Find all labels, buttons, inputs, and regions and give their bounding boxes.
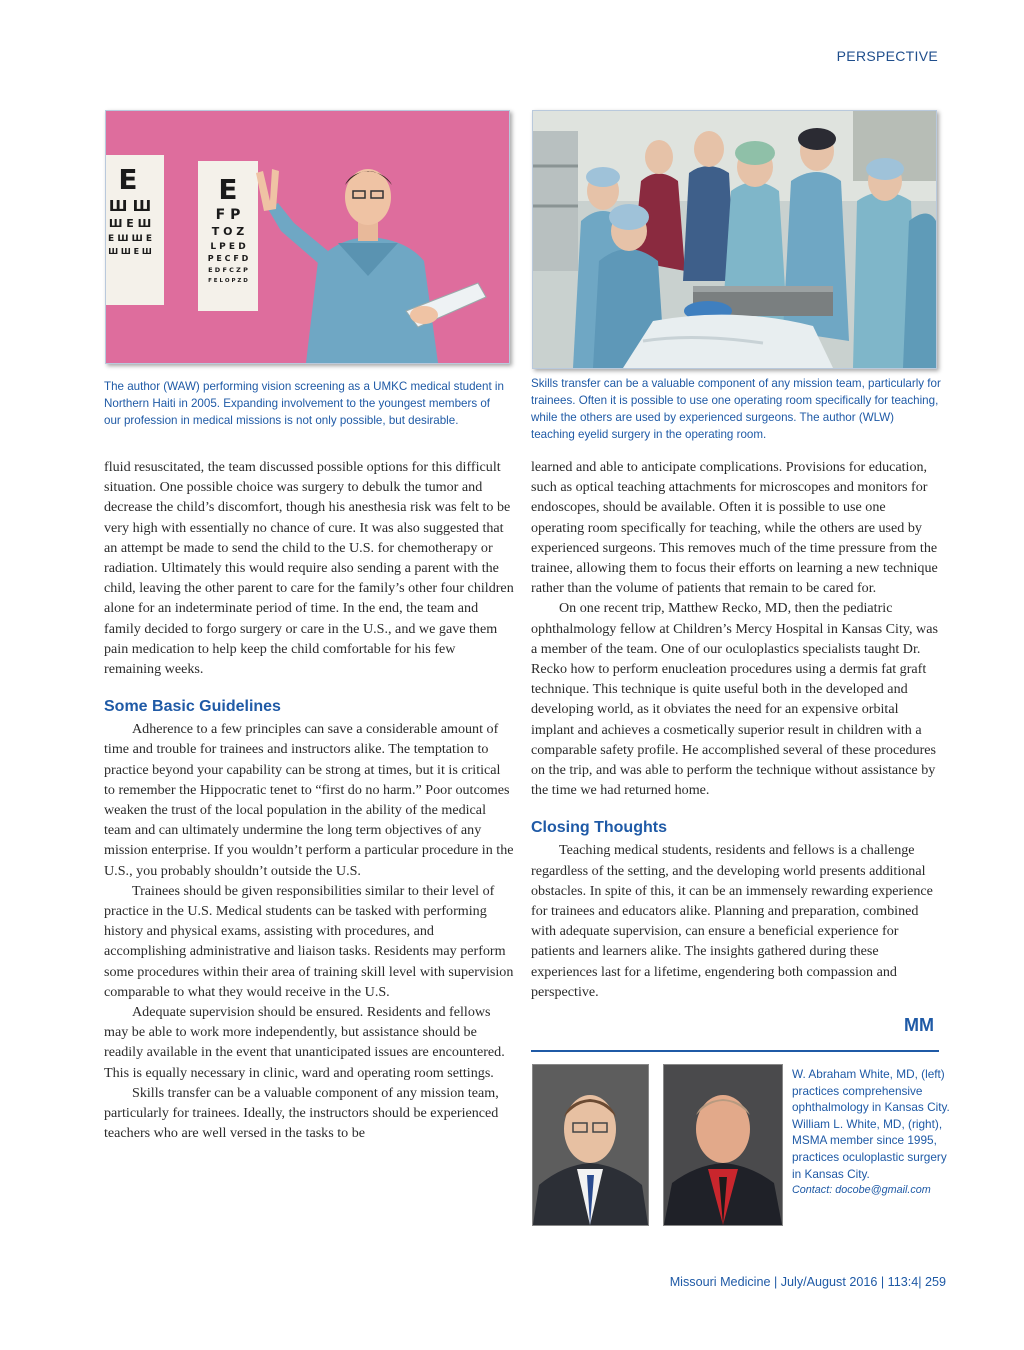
end-mark: MM	[904, 1015, 934, 1035]
chart-right-row-3: T O Z	[211, 225, 245, 238]
left-paragraph-3: Trainees should be given responsibilities similar to their level of practice in the U.S. Medical students can be tasked with performing history and physical exams, assisting with procedures, and accomplishing administrative and liaison tasks. Residents may perform some procedures within their area of training skill level with supervision comparable to what they would receive in the U.S.	[104, 882, 514, 1000]
left-paragraph-5: Skills transfer can be a valuable component of any mission team, particularly for trainees. Ideally, the instructors should be experienced teachers who are well versed in the tasks to be	[104, 1084, 499, 1142]
chart-left-row-5: Ш Ш E Ш	[108, 247, 152, 256]
right-paragraph-3: Teaching medical students, residents and fellows is a challenge regardless of the setting, and the developing world presents additional obstacles. In spite of this, it can be an immensely rewarding experience for trainees and educators alike. Planning and preparation, combined with adequate supervision, can ensure a beneficial experience for patients and learners alike. The insights gathered during these experiences last for a lifetime, engendering both compassion and perspective.	[531, 842, 933, 1000]
chart-right-row-2: F P	[215, 207, 241, 223]
author-bio	[792, 1066, 952, 1199]
heading-some-basic-guidelines: Some Basic Guidelines	[104, 698, 281, 716]
chart-left-row-4: E Ш Ш E	[108, 234, 152, 244]
left-paragraph-2: Adherence to a few principles can save a considerable amount of time and trouble for trainees and instructors alike. The temptation to practice beyond your capability can be strong at times, but it is critical to remember the Hippocratic tenet to “first do no harm.” Poor outcomes weaken the trust of the local population in the ability of the medical team and can ultimately undermine the long term objectives of any mission enterprise. If you wouldn’t perform a particular procedure in the U.S., you probably shouldn’t outside the U.S.	[104, 721, 514, 879]
heading-closing-thoughts: Closing Thoughts	[531, 819, 667, 837]
chart-left-row-1: E	[118, 163, 138, 196]
left-paragraph-4: Adequate supervision should be ensured. Residents and fellows may be able to work more independently, but assistance should be readily available in the event that unanticipated issues are encountered. This is equally necessary in clinic, ward and operating room settings.	[104, 1004, 505, 1081]
right-paragraph-2: On one recent trip, Matthew Recko, MD, then the pediatric ophthalmology fellow at Children’s Mercy Hospital in Kansas City, was a member of the team. One of our oculoplastics specialists taught Dr. Recko how to perform enucleation procedures using a dermis fat graft technique. This technique is quite useful both in the developed and developing world, as it obviates the need for an expensive orbital implant and achieves a cosmetically superior result in children with a comparable safety profile. He accomplished several of these procedures on the trip, and was able to perform the technique without assistance by the time we had returned home.	[531, 600, 938, 799]
chart-right-row-5: P E C F D	[207, 254, 249, 263]
chart-left-row-3: Ш E Ш	[108, 217, 152, 230]
operating-room-photo	[532, 110, 937, 369]
left-text-column	[104, 457, 514, 1144]
right-paragraph-1: learned and able to anticipate complications. Provisions for education, such as optical teaching attachments for microscopes and monitors for endoscopes, should be available. Often it is possible to use one operating room specifically for teaching, while the others are used by experienced surgeons. This removes much of the time pressure from the trainee, allowing them to focus their efforts on learning a new technique rather than the volume of patients that remain to be cared for.	[531, 459, 938, 597]
vision-screening-photo	[105, 110, 510, 364]
page-footer: Missouri Medicine | July/August 2016 | 113:4| 259	[669, 1275, 946, 1289]
chart-right-row-1: E	[218, 173, 238, 206]
author-contact: Contact: docobe@gmail.com	[792, 1184, 931, 1197]
author-portrait-right	[663, 1064, 783, 1226]
chart-left-row-2: Ш Ш	[108, 197, 152, 215]
left-paragraph-1: fluid resuscitated, the team discussed possible options for this difficult situation. One possible choice was surgery to debulk the tumor and decrease the child’s discomfort, though his anesthesia risk was felt to be very high with essentially no chance of cure. It was also suggested that an attempt be made to send the child to the U.S. for chemotherapy or radiation. Ultimately this would require also sending a parent with the child, leaving the other parent to care for the family’s other four children alone for an indeterminate period of time. In the end, the team and family decided to forgo surgery or care in the U.S., and we gave them pain medication to help keep the child comfortable for his few remaining weeks.	[104, 459, 514, 678]
author-bio-text: W. Abraham White, MD, (left) practices comprehensive ophthalmology in Kansas City. William L. White, MD, (right), MSMA member since 1995, practices oculoplastic surgery in Kansas City.	[792, 1067, 950, 1181]
right-figure-caption: Skills transfer can be a valuable component of any mission team, particularly for trainees. Often it is possible to use one operating room specifically for teaching, while the others are used by experienced surgeons. The author (WLW) teaching eyelid surgery in the operating room.	[531, 377, 941, 441]
divider-rule	[531, 1050, 939, 1052]
left-figure-caption: The author (WAW) performing vision screening as a UMKC medical student in Northern Haiti in 2005. Expanding involvement to the youngest members of our profession in medical missions is not only possible, but desirable.	[104, 380, 504, 427]
section-tag: PERSPECTIVE	[836, 48, 938, 64]
chart-right-row-4: L P E D	[210, 242, 246, 252]
right-text-column	[531, 457, 941, 1002]
author-portrait-left	[532, 1064, 649, 1226]
chart-right-row-7: F E L O P Z D	[208, 278, 248, 284]
chart-right-row-6: E D F C Z P	[208, 266, 248, 274]
